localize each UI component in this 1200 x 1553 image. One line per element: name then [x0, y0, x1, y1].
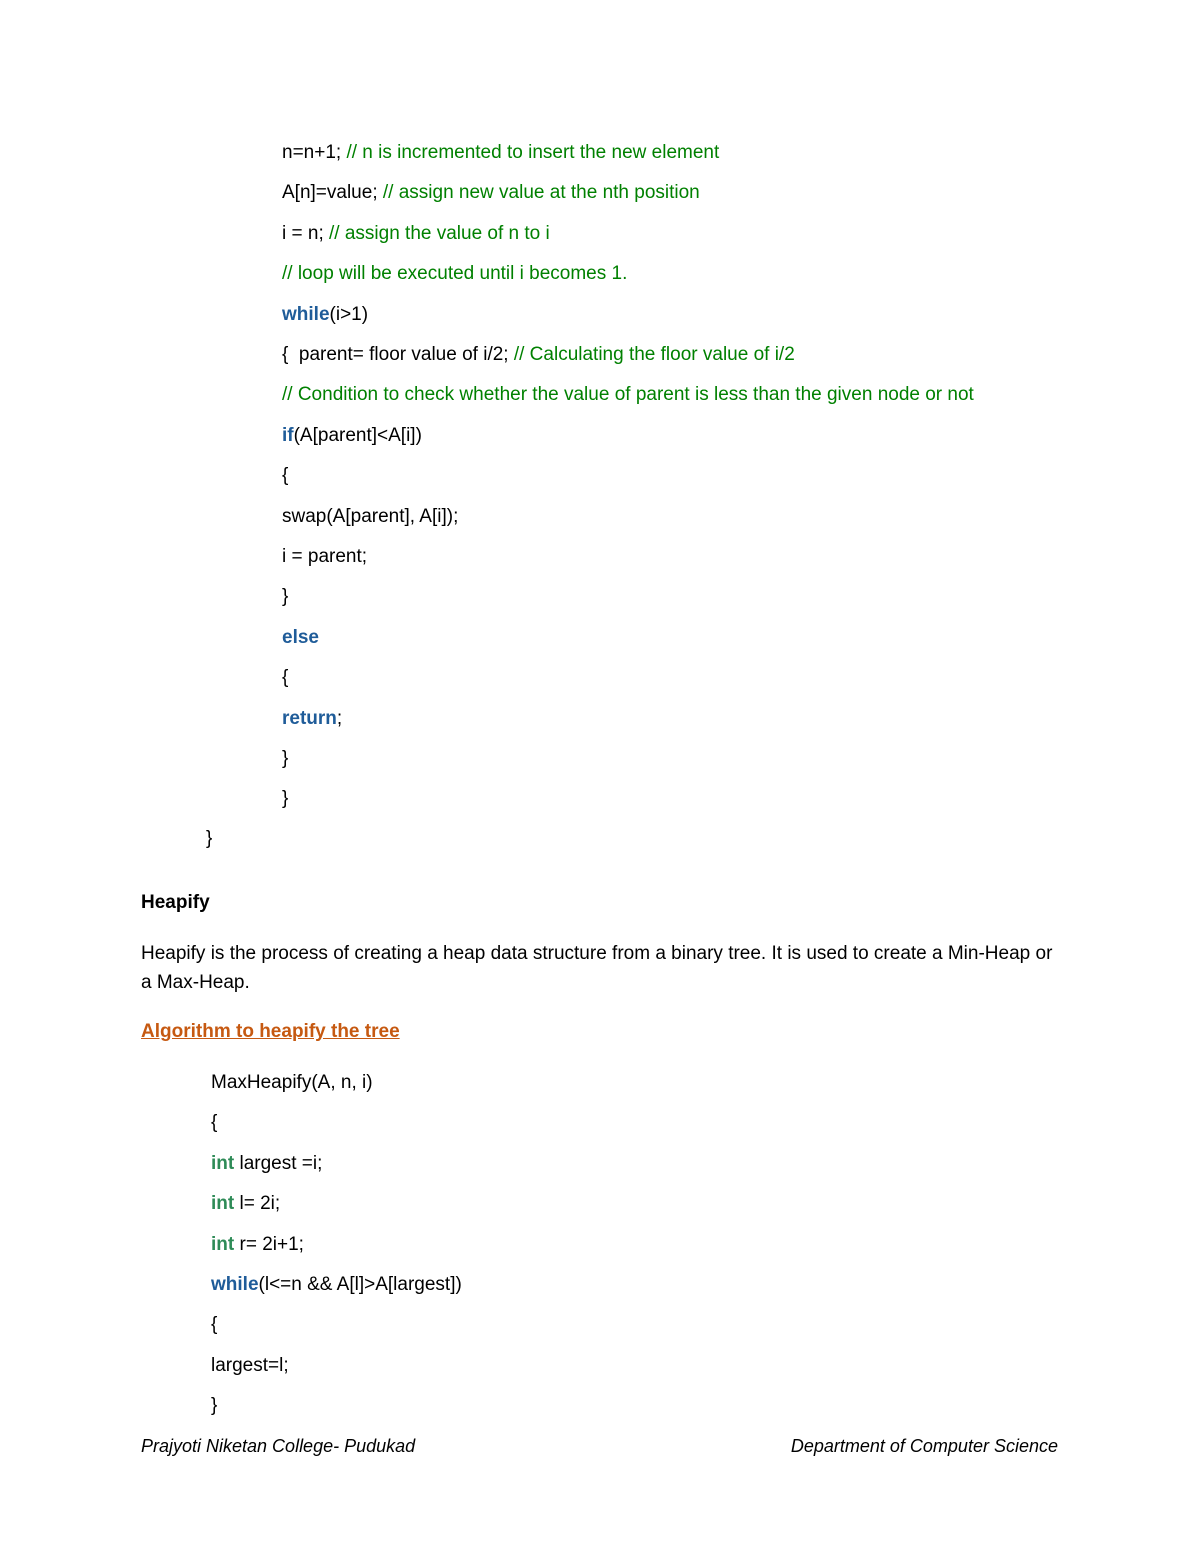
code-line	[282, 181, 700, 205]
code-keyword: int	[211, 1233, 235, 1255]
code-text: {	[282, 465, 289, 487]
code-text: MaxHeapify(A, n, i)	[211, 1072, 373, 1093]
code-text: r= 2i+1;	[234, 1233, 304, 1255]
code-text: i = n;	[282, 222, 329, 244]
code-text: A[n]=value;	[282, 182, 383, 204]
code-line	[282, 464, 288, 488]
code-line	[282, 222, 550, 246]
code-comment: // assign new value at the nth position	[382, 182, 700, 204]
code-line	[282, 383, 974, 407]
code-line	[211, 1152, 322, 1176]
code-comment: // Calculating the floor value of i/2	[513, 344, 795, 365]
code-text: i = parent;	[282, 546, 368, 567]
code-comment: // assign the value of n to i	[329, 222, 550, 244]
code-text: {	[211, 1112, 218, 1134]
code-line	[282, 787, 288, 811]
footer-department: Department of Computer Science	[790, 1436, 1058, 1456]
algorithm-heading: Algorithm to heapify the tree	[141, 1021, 400, 1042]
code-text: { parent= floor value of i/2;	[282, 344, 514, 365]
code-line	[282, 545, 367, 569]
code-text: n=n+1;	[282, 142, 347, 163]
code-keyword: return	[282, 707, 337, 729]
code-text: (i>1)	[329, 303, 369, 325]
code-line	[211, 1394, 217, 1418]
code-line	[282, 424, 422, 448]
code-line	[282, 343, 795, 367]
code-line	[282, 505, 458, 529]
code-line	[282, 141, 719, 165]
footer-college-name: Prajyoti Niketan College- Pudukad	[141, 1436, 416, 1456]
function-closing-brace: }	[206, 828, 213, 849]
code-text: ;	[336, 707, 343, 729]
code-line	[282, 707, 342, 731]
code-line	[282, 747, 288, 771]
code-text: {	[282, 667, 289, 689]
code-line	[282, 585, 288, 609]
code-keyword: else	[282, 626, 319, 648]
code-text: }	[282, 748, 289, 769]
code-comment: // n is incremented to insert the new element	[346, 142, 720, 163]
code-line	[211, 1233, 304, 1257]
code-text: largest =i;	[234, 1152, 323, 1174]
code-line	[282, 262, 627, 286]
code-line	[211, 1111, 217, 1135]
code-keyword: if	[282, 424, 294, 446]
code-line	[282, 666, 288, 690]
code-line	[211, 1354, 289, 1378]
code-text: (l<=n && A[l]>A[largest])	[258, 1274, 462, 1295]
code-keyword: int	[211, 1152, 235, 1174]
code-line	[282, 303, 368, 327]
code-keyword: while	[211, 1274, 259, 1295]
code-line	[211, 1273, 462, 1297]
heapify-heading: Heapify	[141, 892, 210, 913]
code-text: l= 2i;	[234, 1193, 281, 1215]
code-line	[282, 626, 319, 650]
code-line	[211, 1071, 373, 1095]
code-text: }	[282, 586, 289, 608]
code-keyword: int	[211, 1193, 235, 1215]
code-comment: // Condition to check whether the value of parent is less than the given node or not	[282, 384, 974, 406]
code-text: }	[282, 788, 289, 810]
code-line	[211, 1192, 280, 1216]
code-text: (A[parent]<A[i])	[293, 424, 422, 446]
code-text: swap(A[parent], A[i]);	[282, 505, 459, 527]
code-text: {	[211, 1314, 218, 1336]
code-comment: // loop will be executed until i becomes 1.	[282, 263, 628, 285]
code-keyword: while	[282, 303, 330, 325]
code-text: }	[211, 1395, 218, 1417]
heapify-paragraph: Heapify is the process of creating a heap data structure from a binary tree. It is used to create a Min-Heap or a Max-Heap.	[141, 943, 1053, 993]
code-text: largest=l;	[211, 1354, 289, 1376]
code-line	[211, 1313, 217, 1337]
